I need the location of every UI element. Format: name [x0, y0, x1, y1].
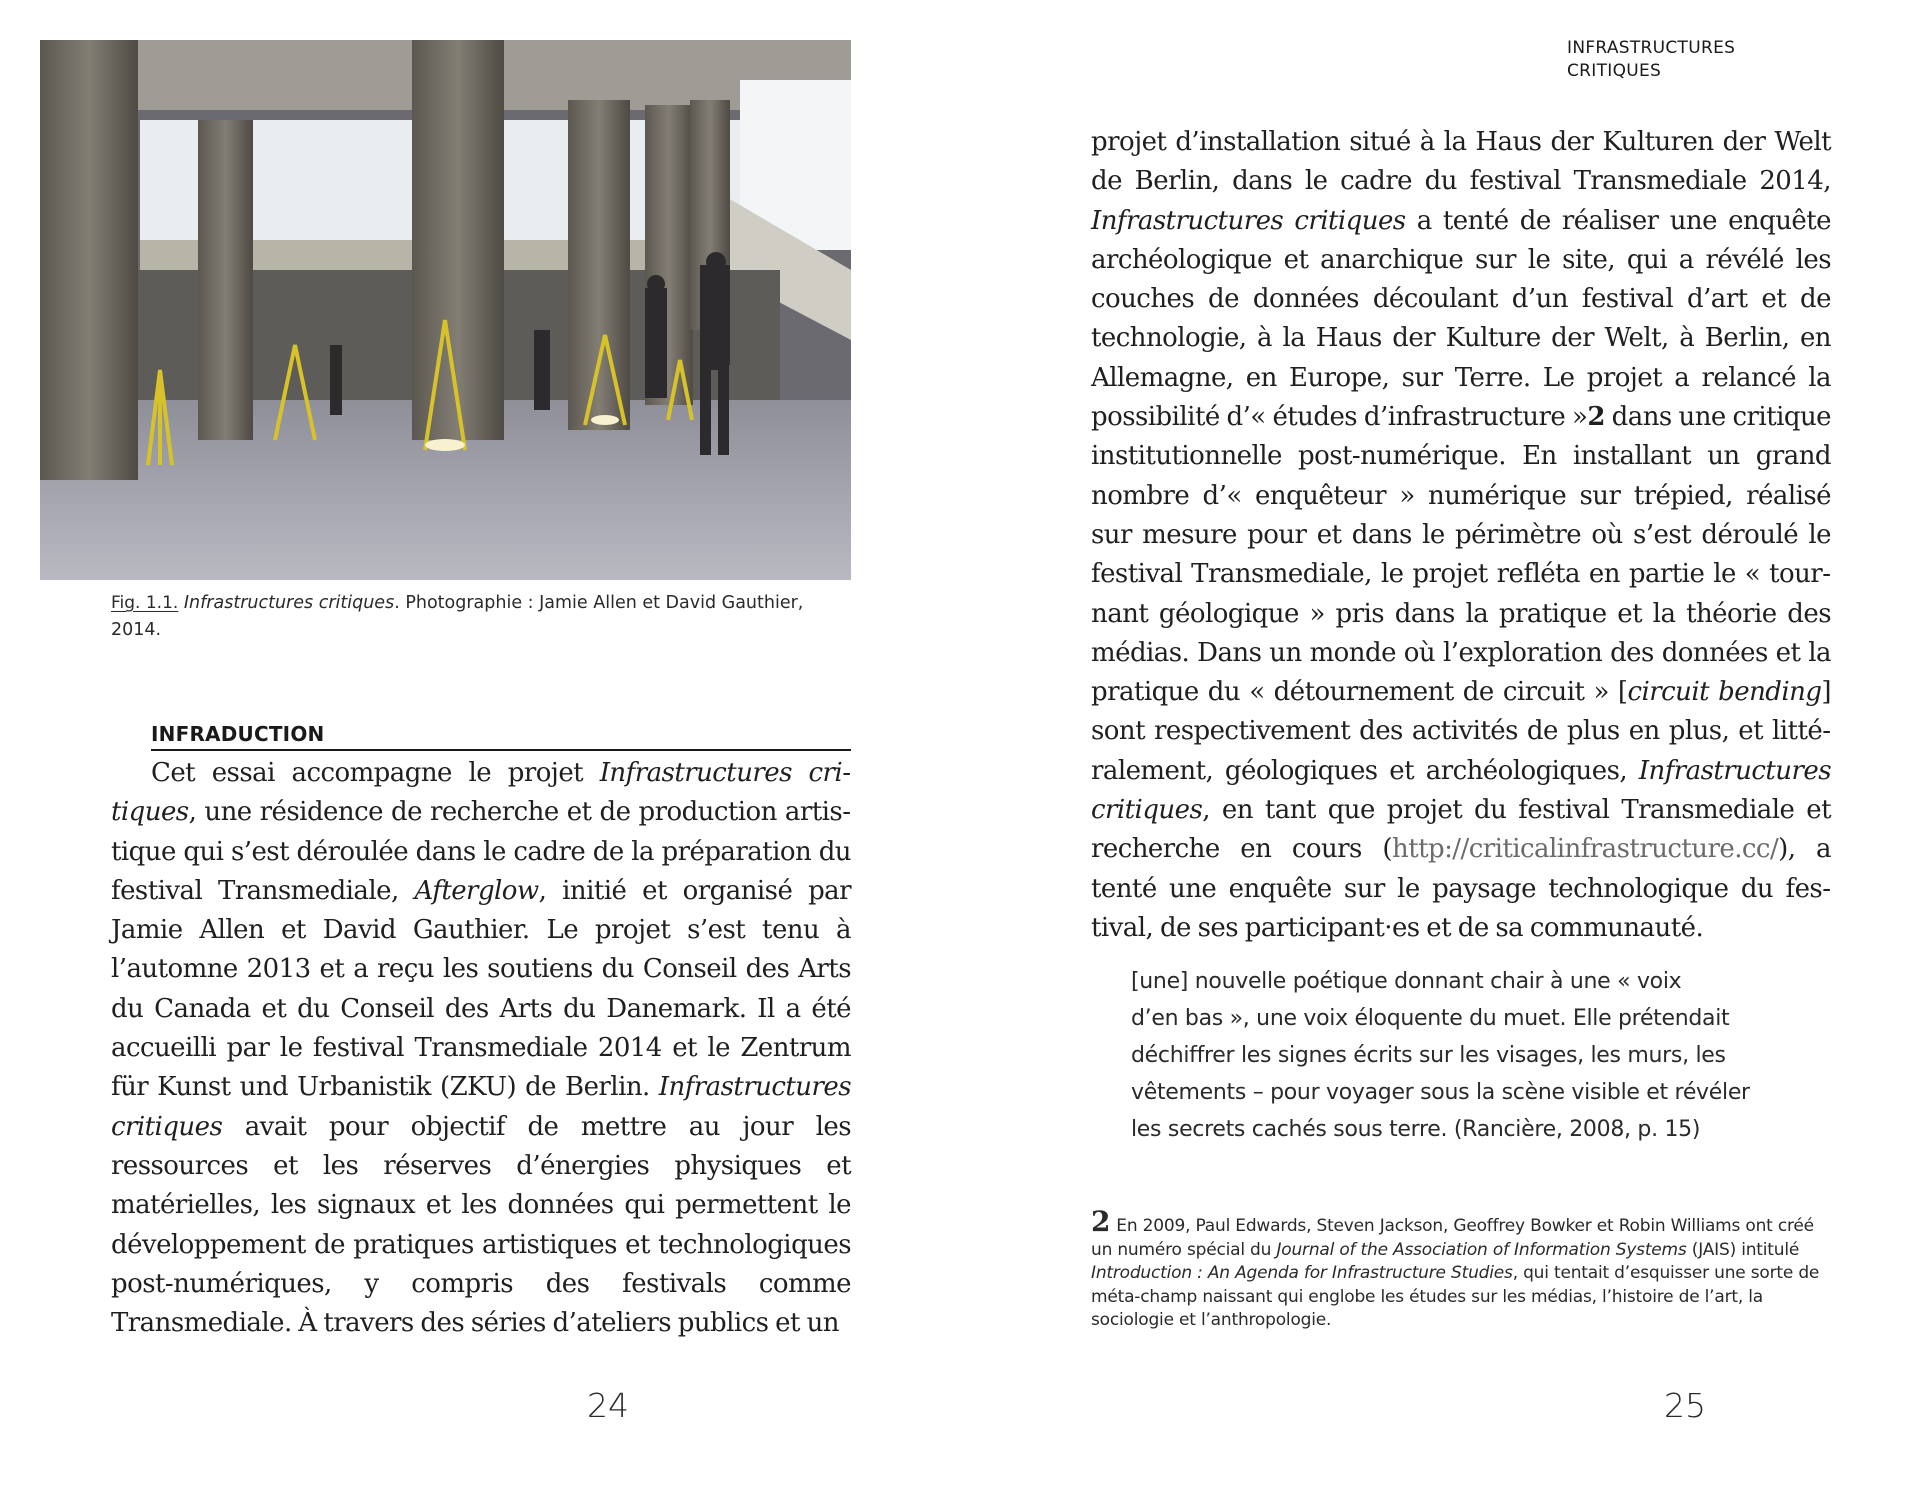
right-page: [960, 0, 1921, 1496]
quote-line: les secrets cachés sous terre. (Rancière, 2008, p. 15): [1131, 1117, 1701, 1142]
page-number-right: 25: [1664, 1386, 1706, 1425]
footnote-reference[interactable]: 2: [1587, 402, 1605, 433]
footnote: [1091, 1205, 1831, 1333]
italic-run: Introduction : An Agenda for Infrastructure Studies: [1091, 1263, 1513, 1283]
left-body-paragraph: [111, 754, 851, 1343]
italic-run: Infrastructures critiques: [1091, 205, 1406, 236]
text-run: , en tant que projet du festival Transmediale et recherche en cours (: [1091, 795, 1831, 865]
italic-run: Journal of the Association of Information Systems: [1276, 1239, 1687, 1260]
right-body-paragraph: [1091, 123, 1831, 948]
left-page: [0, 0, 960, 1496]
italic-run: Infrastructures critiques: [111, 758, 851, 828]
text-run: ] sont respectivement des activités de plus en plus, et littéralement, géologiques et archéologiques,: [1091, 677, 1832, 786]
text-run: ), a tenté une enquête sur le paysage technologique du festival, de ses participant·es et de sa communauté.: [1091, 834, 1831, 943]
running-head: [1567, 37, 1807, 83]
project-url-link[interactable]: http://criticalinfrastructure.cc/: [1392, 834, 1779, 865]
text-run: (JAIS) intitulé: [1686, 1239, 1800, 1260]
text-run: avait pour objectif de mettre au jour les ressources et les réserves d’énergies physiques et matérielles, les signaux et les données qui permettent le développement de pratiques artistiques et technologiques post-numériques, y compris des festivals comme Transmediale. À travers des séries d’ateliers publics et un: [111, 1111, 851, 1339]
footnote-number: 2: [1091, 1205, 1111, 1238]
text-run: , qui tentait d’esquisser une sorte de méta-champ naissant qui englobe les études sur les médias, l’histoire de l’art, la sociologie et l’anthropologie.: [1091, 1263, 1820, 1330]
quote-line: vêtements – pour voyager sous la scène visible et révéler: [1131, 1080, 1750, 1105]
text-run: Cet essai accompagne le projet: [151, 758, 600, 788]
text-run: a tenté de réaliser une enquête archéologique et anarchique sur le site, qui a révélé les couches de données découlant d’un festival d’art et de technologie, à la Haus der Kulture der Welt, à Berlin, en Allemagne, en Europe, sur Terre. Le projet a relancé la possibilité d’« études d’infrastructure »: [1091, 205, 1831, 433]
text-run: projet d’installation situé à la Haus der Kulturen der Welt de Berlin, dans le cadre du festival Transmediale 2014,: [1091, 127, 1831, 197]
quote-line: [une] nouvelle poétique donnant chair à une « voix: [1131, 969, 1682, 994]
figure-caption: [111, 590, 851, 644]
text-run: , une résidence de recherche et de production artistique qui s’est déroulée dans le cadre de la préparation du festival Transmediale,: [111, 797, 851, 906]
section-heading: INFRADUCTION: [151, 720, 851, 751]
text-run: En 2009, Paul Edwards, Steven Jackson, Geoffrey Bowker et Robin Williams ont créé un numéro spécial du: [1091, 1216, 1814, 1260]
page-number-left: 24: [587, 1386, 629, 1425]
italic-run: Infrastructures critiques: [1091, 755, 1831, 826]
running-head-line: INFRASTRUCTURES: [1567, 38, 1736, 58]
text-run: dans une critique institutionnelle post-numérique. En installant un grand nombre d’« enquêteur » numérique sur trépied, réalisé sur mesure pour et dans le périmètre où s’est déroulé le festival Transmediale, le projet refléta en partie le « tournant géologique » pris dans la pratique et la théorie des médias. Dans un monde où l’exploration des données et la pratique du « détournement de circuit » [: [1091, 402, 1831, 708]
photo-illustration: [40, 40, 851, 580]
quote-line: déchiffrer les signes écrits sur les visages, les murs, les: [1131, 1043, 1726, 1068]
running-head-line: CRITIQUES: [1567, 61, 1662, 81]
exhibition-photo: [40, 40, 851, 580]
block-quote: [1131, 963, 1791, 1148]
caption-title: Infrastructures critiques: [183, 593, 395, 613]
quote-line: d’en bas », une voix éloquente du muet. Elle prétendait: [1131, 1006, 1730, 1031]
text-run: , initié et organisé par Jamie Allen et David Gauthier. Le projet s’est tenu à l’automne 2013 et a reçu les soutiens du Conseil des Arts du Canada et du Conseil des Arts du Danemark. Il a été accueilli par le festival Transmediale 2014 et le Zentrum für Kunst und Urbanistik (ZKU) de Berlin.: [111, 875, 851, 1103]
caption-rest: . Photographie : Jamie Allen et David Gauthier, 2014.: [111, 593, 804, 640]
italic-run: Infrastructures critiques: [111, 1072, 851, 1142]
figure-label: Fig. 1.1.: [111, 593, 179, 613]
italic-run: circuit bending: [1627, 677, 1822, 708]
italic-run: Afterglow: [414, 875, 539, 906]
